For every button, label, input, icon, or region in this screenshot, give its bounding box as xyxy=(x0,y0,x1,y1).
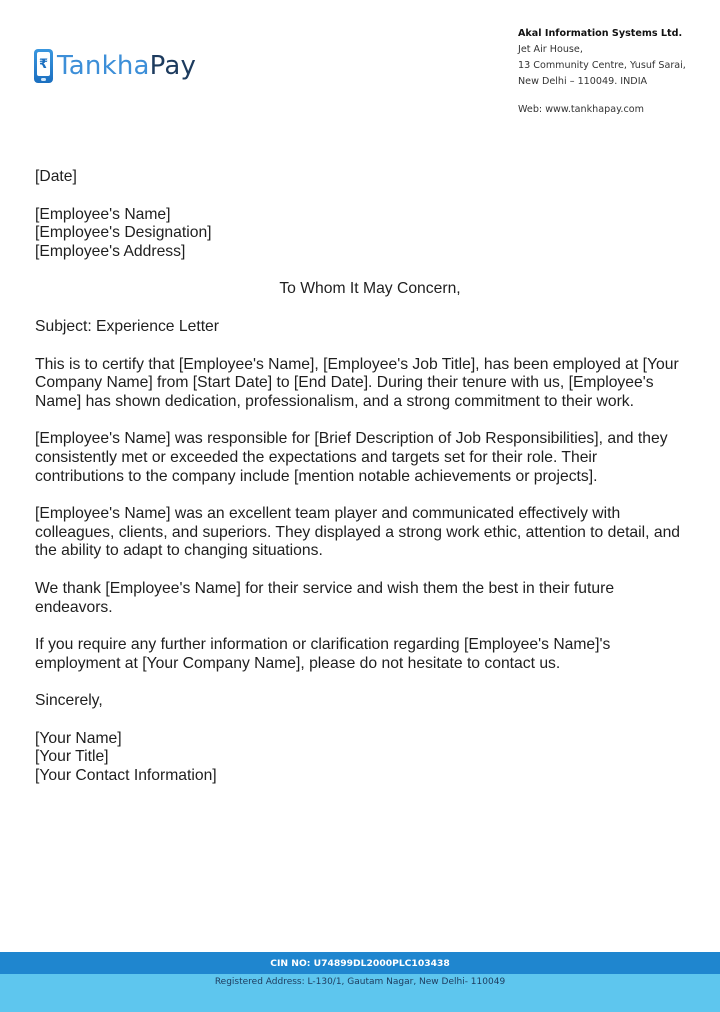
footer-cin-bar xyxy=(0,952,720,974)
company-address-line-1: Jet Air House, xyxy=(518,44,583,55)
recipient-address: [Employee's Address] xyxy=(35,242,186,260)
logo-wordmark-pay: Pay xyxy=(149,51,197,81)
company-address-line-2: 13 Community Centre, Yusuf Sarai, xyxy=(518,60,686,71)
recipient-name: [Employee's Name] xyxy=(35,205,171,223)
company-website: Web: www.tankhapay.com xyxy=(518,104,644,115)
letter-closing: Sincerely, xyxy=(35,692,103,710)
footer-address-bar xyxy=(0,974,720,1012)
logo-wordmark xyxy=(57,53,196,79)
letter-body xyxy=(35,168,685,786)
footer-cin: CIN NO: U74899DL2000PLC103438 xyxy=(270,957,450,969)
signature-title: [Your Title] xyxy=(35,748,109,766)
company-name: Akal Information Systems Ltd. xyxy=(518,28,683,39)
tankhapay-logo xyxy=(34,49,196,83)
logo-wordmark-tankha: Tankha xyxy=(57,51,150,81)
letter-paragraph-5: If you require any further information or clarification regarding [Employee's Name]'s employment at [Your Company Name], please do not hesitate to contact us. xyxy=(35,636,611,672)
rupee-symbol: ₹ xyxy=(37,52,50,76)
signature-name: [Your Name] xyxy=(35,729,122,747)
letter-date: [Date] xyxy=(35,168,77,185)
company-address-line-3: New Delhi – 110049. INDIA xyxy=(518,76,648,87)
footer-registered-address: Registered Address: L-130/1, Gautam Nagar, New Delhi- 110049 xyxy=(214,977,506,987)
letter-paragraph-2: [Employee's Name] was responsible for [Brief Description of Job Responsibilities], and they consistently met or exceeded the expectations and targets set for their role. Their contributions to the company include [mention notable achievements or projects]. xyxy=(35,430,668,485)
letter-paragraph-3: [Employee's Name] was an excellent team player and communicated effectively with colleagues, clients, and superiors. They displayed a strong work ethic, attention to detail, and the ability to adapt to changing situations. xyxy=(35,505,681,560)
letter-paragraph-4: We thank [Employee's Name] for their service and wish them the best in their future endeavors. xyxy=(35,579,615,616)
letter-greeting: To Whom It May Concern, xyxy=(279,280,461,298)
letter-paragraph-1: This is to certify that [Employee's Name], [Employee's Job Title], has been employed at [Your Company Name] from [Start Date] to [End Date]. During their tenure with us, [Employee's Name] has shown dedication, professionalism, and a strong commitment to their work. xyxy=(35,355,679,410)
phone-rupee-icon xyxy=(34,49,53,83)
letter-subject: Subject: Experience Letter xyxy=(35,317,219,335)
recipient-designation: [Employee's Designation] xyxy=(35,224,212,242)
company-address-block xyxy=(518,26,713,118)
signature-contact: [Your Contact Information] xyxy=(35,767,217,785)
